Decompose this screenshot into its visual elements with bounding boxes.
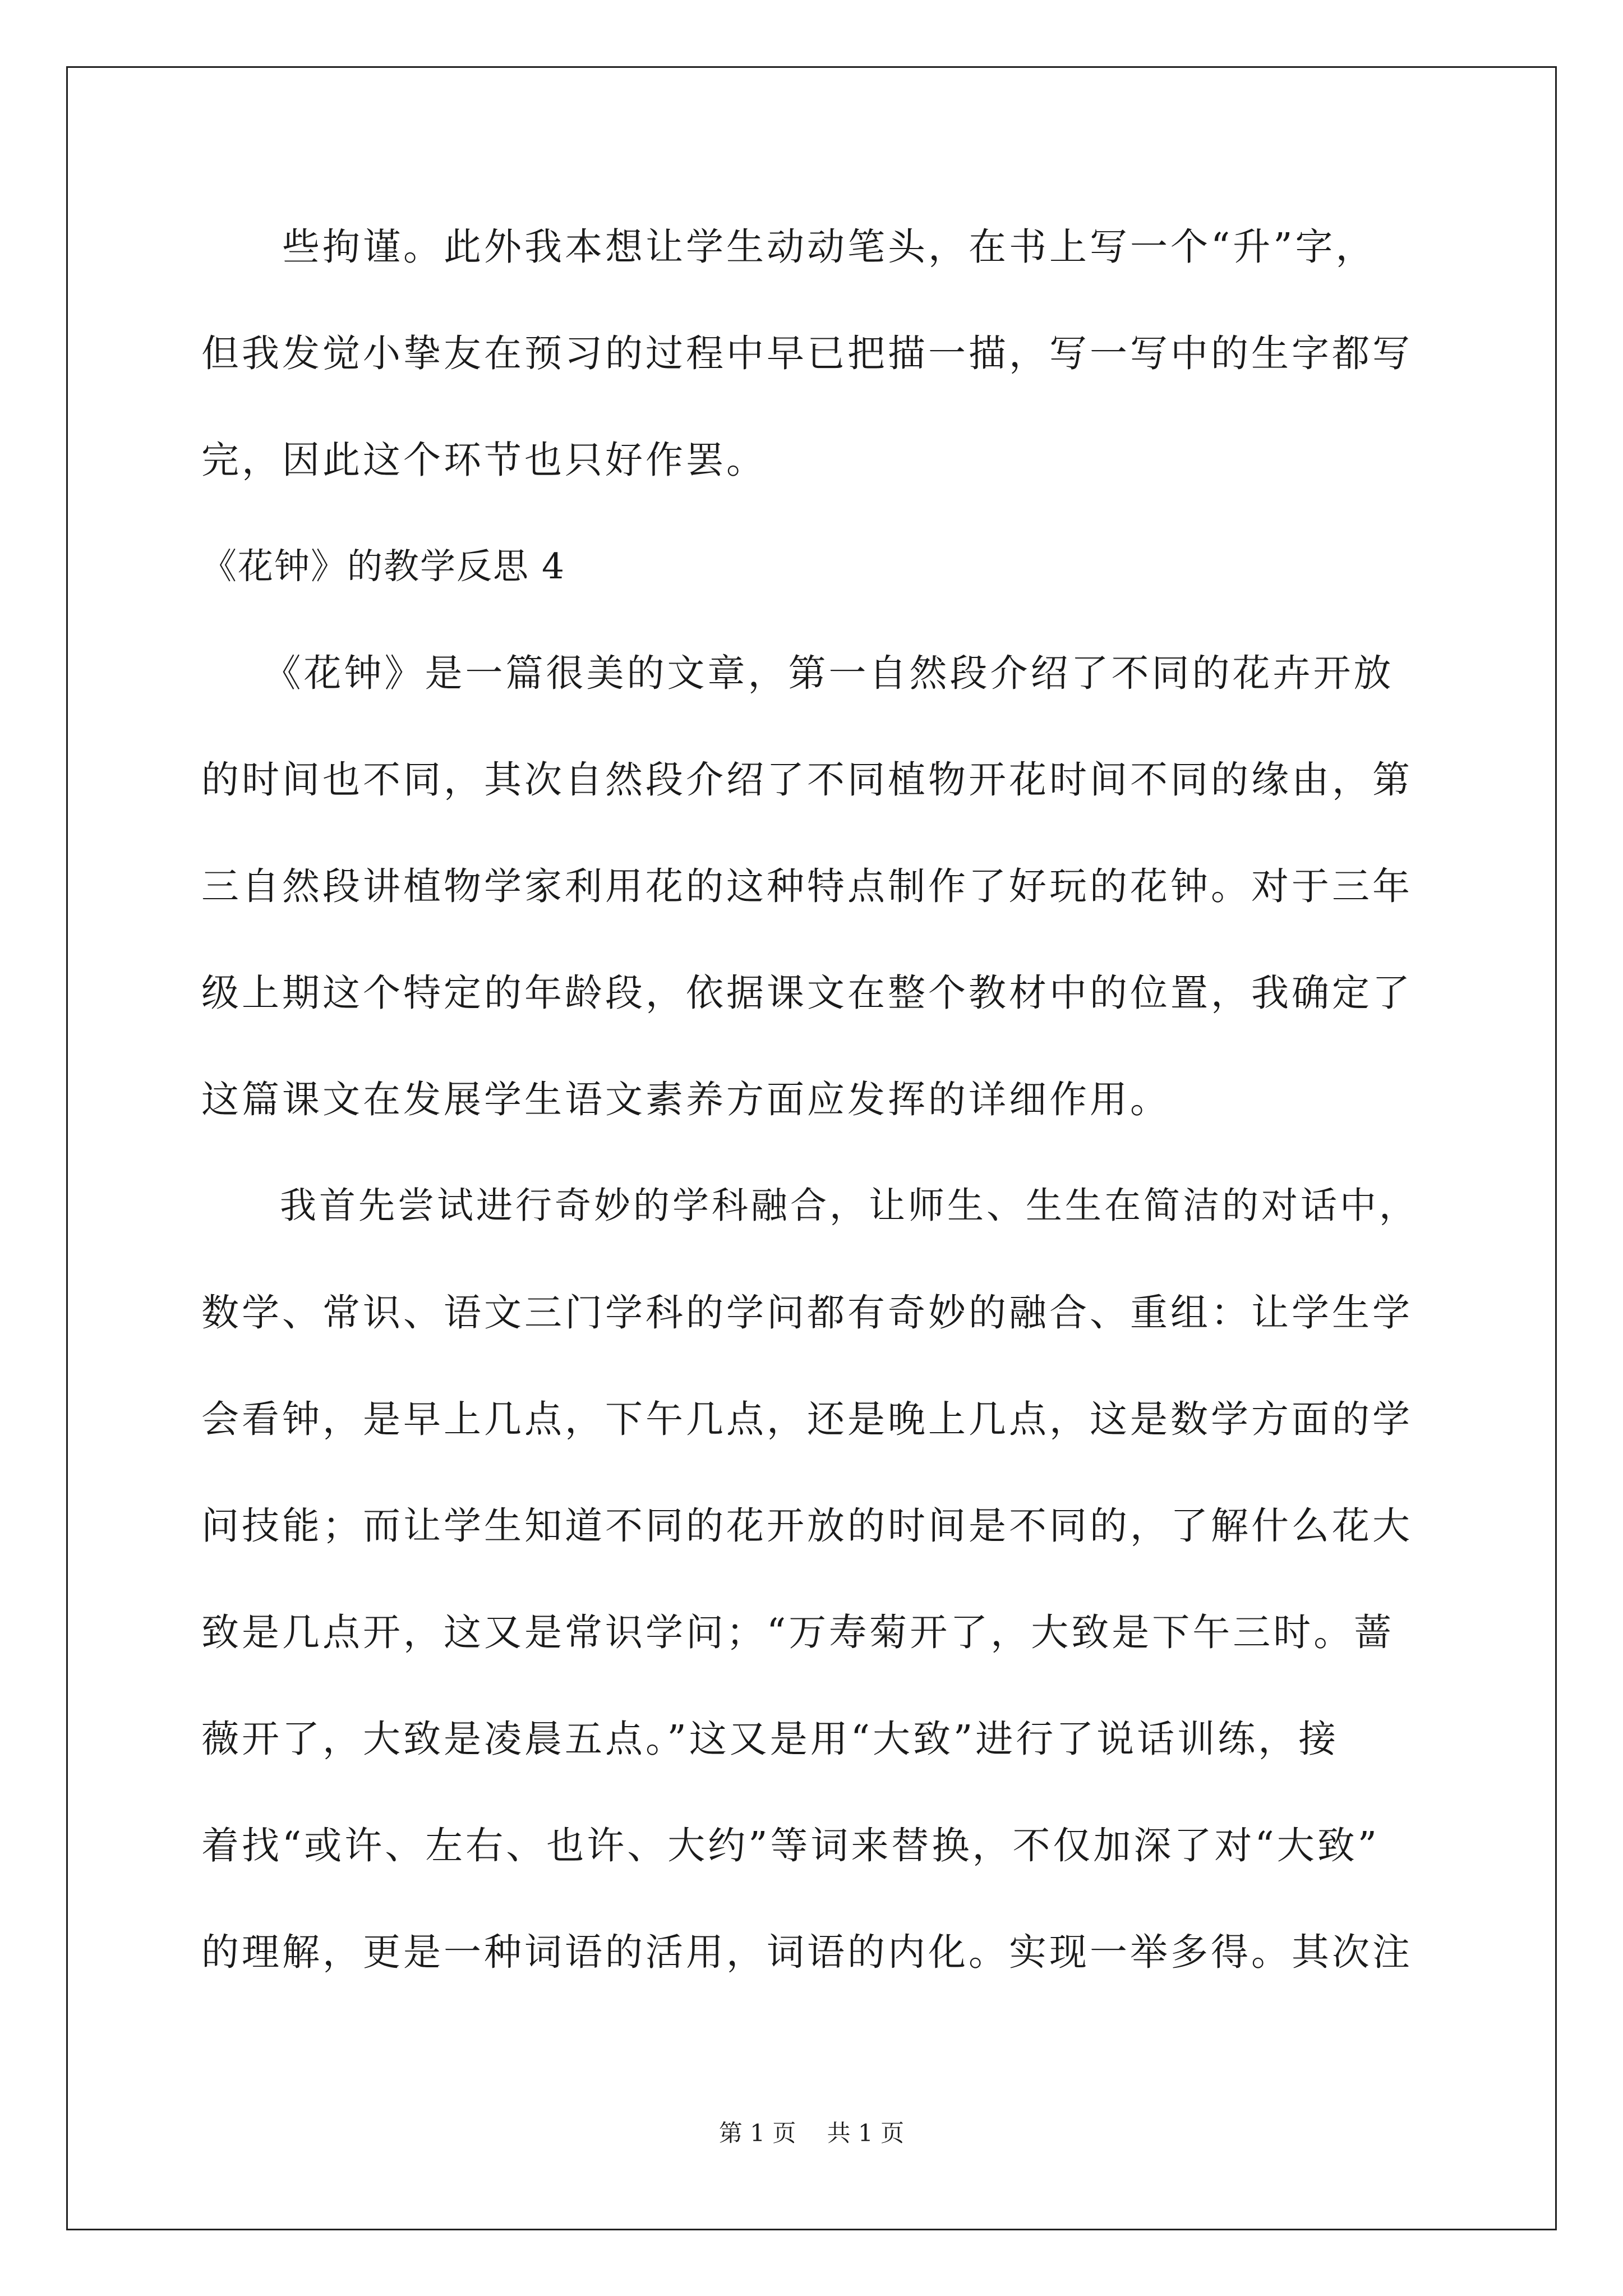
text-line-10: 我首先尝试进行奇妙的学科融合，让师生、生生在简洁的对话中， [201,1185,1419,1227]
text-line-9: 这篇课文在发展学生语文素养方面应发挥的详细作用。 [201,1078,1170,1121]
text-line-13: 问技能；而让学生知道不同的花开放的时间是不同的，了解什么花大 [201,1504,1413,1548]
text-line-11: 数学、常识、语文三门学科的学问都有奇妙的融合、重组：让学生学 [201,1291,1413,1335]
text-line-17: 的理解，更是一种词语的活用，词语的内化。实现一举多得。其次注 [201,1930,1413,1974]
page-border [66,66,1557,2230]
text-line-15: 薇开了，大致是凌晨五点。”这又是用“大致”进行了说话训练，接 [201,1717,1339,1761]
text-line-5: 《花钟》是一篇很美的文章，第一自然段介绍了不同的花卉开放 [201,651,1394,695]
text-line-3: 完，因此这个环节也只好作罢。 [201,438,767,482]
section-heading: 《花钟》的教学反思 4 [201,546,566,587]
text-line-7: 三自然段讲植物学家利用花的这种特点制作了好玩的花钟。对于三年 [201,864,1413,908]
text-line-6: 的时间也不同，其次自然段介绍了不同植物开花时间不同的缘由，第 [201,758,1413,802]
text-line-16: 着找“或许、左右、也许、大约”等词来替换，不仅加深了对“大致” [201,1824,1380,1867]
text-line-8: 级上期这个特定的年龄段，依据课文在整个教材中的位置，我确定了 [201,971,1413,1015]
text-line-12: 会看钟，是早上几点，下午几点，还是晚上几点，这是数学方面的学 [201,1397,1413,1441]
text-line-1: 些拘谨。此外我本想让学生动动笔头，在书上写一个“升”字， [201,225,1376,269]
text-line-14: 致是几点开，这又是常识学问；“万寿菊开了，大致是下午三时。蔷 [201,1611,1395,1654]
page-footer [0,2116,1623,2150]
text-line-2: 但我发觉小挚友在预习的过程中早已把描一描，写一写中的生字都写 [201,332,1413,375]
page-number: 第 1 页 共 1 页 [718,2119,905,2147]
